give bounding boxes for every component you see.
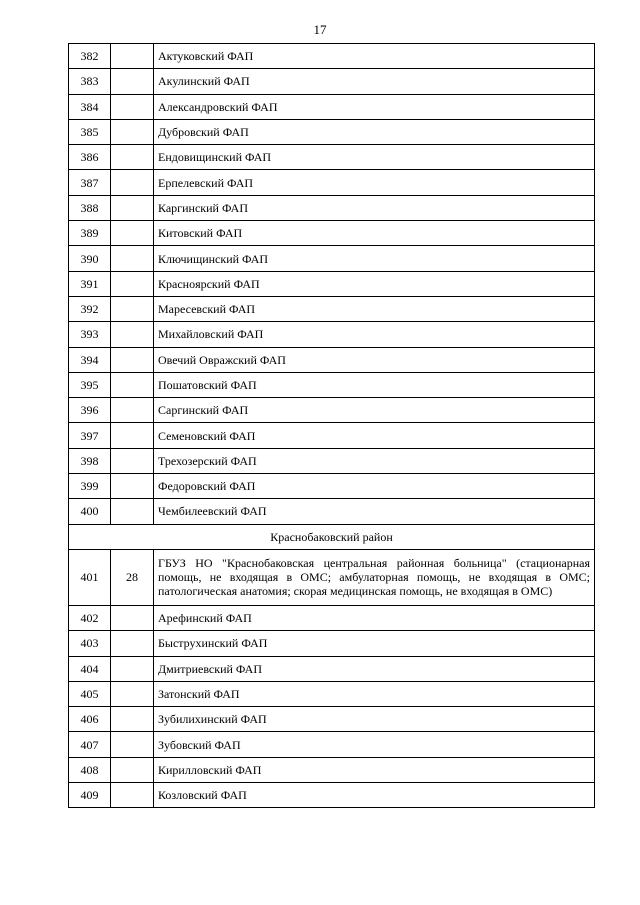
row-name: Акулинский ФАП (154, 69, 595, 94)
table-row (69, 707, 595, 732)
row-code (111, 195, 154, 220)
row-number: 396 (69, 398, 111, 423)
table-row (69, 681, 595, 706)
row-name: Затонский ФАП (154, 681, 595, 706)
section-heading: Краснобаковский район (69, 524, 595, 549)
row-code (111, 681, 154, 706)
table-row (69, 499, 595, 524)
table-row (69, 271, 595, 296)
row-code (111, 145, 154, 170)
row-name: Зубилихинский ФАП (154, 707, 595, 732)
row-name: Овечий Овражский ФАП (154, 347, 595, 372)
row-code (111, 246, 154, 271)
row-name: Дубровский ФАП (154, 119, 595, 144)
row-code (111, 474, 154, 499)
row-code (111, 94, 154, 119)
row-number: 402 (69, 605, 111, 630)
row-number: 387 (69, 170, 111, 195)
table-row (69, 631, 595, 656)
row-code (111, 499, 154, 524)
row-name: Михайловский ФАП (154, 322, 595, 347)
row-code (111, 448, 154, 473)
row-code (111, 296, 154, 321)
row-number: 384 (69, 94, 111, 119)
table-row (69, 246, 595, 271)
row-name: Зубовский ФАП (154, 732, 595, 757)
table-row (69, 423, 595, 448)
row-number: 389 (69, 221, 111, 246)
row-code (111, 732, 154, 757)
row-number: 397 (69, 423, 111, 448)
row-name: Ендовищинский ФАП (154, 145, 595, 170)
table-row (69, 170, 595, 195)
row-code (111, 271, 154, 296)
row-name: Федоровский ФАП (154, 474, 595, 499)
row-number: 392 (69, 296, 111, 321)
row-number: 386 (69, 145, 111, 170)
row-number: 400 (69, 499, 111, 524)
row-number: 388 (69, 195, 111, 220)
row-code (111, 119, 154, 144)
registry-table-body (69, 44, 595, 808)
row-number: 391 (69, 271, 111, 296)
table-row (69, 221, 595, 246)
table-row (69, 322, 595, 347)
page-number: 17 (313, 22, 327, 37)
row-name: Ключищинский ФАП (154, 246, 595, 271)
row-number: 408 (69, 757, 111, 782)
table-row (69, 296, 595, 321)
table-row (69, 398, 595, 423)
row-code (111, 347, 154, 372)
row-name: Китовский ФАП (154, 221, 595, 246)
row-name: Пошатовский ФАП (154, 372, 595, 397)
row-code: 28 (111, 549, 154, 605)
row-number: 407 (69, 732, 111, 757)
row-code (111, 170, 154, 195)
table-row (69, 44, 595, 69)
row-number: 395 (69, 372, 111, 397)
table-row (69, 549, 595, 605)
table-row (69, 69, 595, 94)
row-name: Дмитриевский ФАП (154, 656, 595, 681)
row-name: Александровский ФАП (154, 94, 595, 119)
row-number: 404 (69, 656, 111, 681)
row-name: Быструхинский ФАП (154, 631, 595, 656)
row-number: 405 (69, 681, 111, 706)
row-number: 385 (69, 119, 111, 144)
table-row (69, 195, 595, 220)
table-row (69, 145, 595, 170)
table-row (69, 372, 595, 397)
row-name: Арефинский ФАП (154, 605, 595, 630)
row-code (111, 423, 154, 448)
registry-table (68, 43, 595, 808)
row-name: Ерпелевский ФАП (154, 170, 595, 195)
row-number: 398 (69, 448, 111, 473)
row-name: ГБУЗ НО "Краснобаковская центральная районная больница" (стационарная помощь, не входящая в ОМС; амбулаторная помощь, не входящая в ОМС; патологическая анатомия; скорая медицинская помощь, не входящая в ОМС) (154, 549, 595, 605)
row-code (111, 69, 154, 94)
row-name: Маресевский ФАП (154, 296, 595, 321)
row-code (111, 372, 154, 397)
row-name: Семеновский ФАП (154, 423, 595, 448)
row-number: 399 (69, 474, 111, 499)
row-number: 382 (69, 44, 111, 69)
row-code (111, 221, 154, 246)
table-row (69, 474, 595, 499)
table-row (69, 448, 595, 473)
row-number: 401 (69, 549, 111, 605)
section-row (69, 524, 595, 549)
row-code (111, 783, 154, 808)
row-code (111, 631, 154, 656)
row-name: Кирилловский ФАП (154, 757, 595, 782)
row-name: Чембилеевский ФАП (154, 499, 595, 524)
row-name: Саргинский ФАП (154, 398, 595, 423)
table-row (69, 783, 595, 808)
row-number: 394 (69, 347, 111, 372)
row-name: Трехозерский ФАП (154, 448, 595, 473)
row-code (111, 656, 154, 681)
row-code (111, 322, 154, 347)
row-code (111, 707, 154, 732)
row-number: 409 (69, 783, 111, 808)
row-number: 403 (69, 631, 111, 656)
table-row (69, 605, 595, 630)
table-row (69, 94, 595, 119)
row-name: Актуковский ФАП (154, 44, 595, 69)
table-row (69, 757, 595, 782)
row-code (111, 757, 154, 782)
row-name: Козловский ФАП (154, 783, 595, 808)
table-row (69, 119, 595, 144)
row-number: 393 (69, 322, 111, 347)
table-row (69, 656, 595, 681)
row-code (111, 44, 154, 69)
table-row (69, 732, 595, 757)
row-name: Краснoярский ФАП (154, 271, 595, 296)
row-number: 383 (69, 69, 111, 94)
row-number: 390 (69, 246, 111, 271)
row-code (111, 398, 154, 423)
row-code (111, 605, 154, 630)
row-name: Каргинский ФАП (154, 195, 595, 220)
row-number: 406 (69, 707, 111, 732)
table-row (69, 347, 595, 372)
